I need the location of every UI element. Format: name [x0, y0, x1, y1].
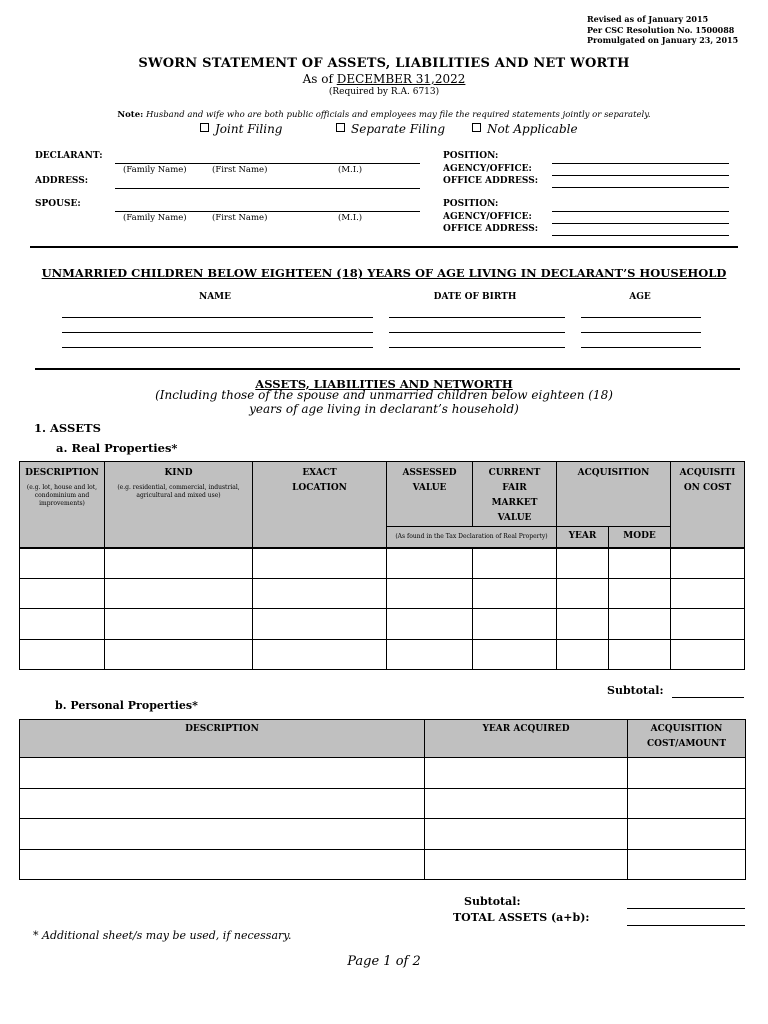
cell-input[interactable]	[628, 850, 746, 880]
pp-col-year-label: YEAR ACQUIRED	[482, 724, 570, 734]
not-applicable-option[interactable]	[472, 122, 578, 136]
section-divider	[30, 246, 738, 248]
required-by: (Required by R.A. 6713)	[328, 87, 440, 97]
children-col-name: NAME	[198, 292, 232, 302]
declarant-agency-label: AGENCY/OFFICE:	[443, 164, 532, 174]
cell-input[interactable]	[671, 609, 745, 640]
note: Note: Husband and wife who are both public officials and employees may file the required statements jointly or separately.	[117, 110, 651, 120]
separate-filing-option[interactable]	[336, 122, 445, 136]
col-acq-cost-header	[671, 462, 745, 548]
cell-input[interactable]	[425, 850, 628, 880]
footnote: * Additional sheet/s may be used, if necessary.	[33, 929, 292, 942]
children-col-dob: DATE OF BIRTH	[433, 292, 517, 302]
promulgated-text: Promulgated on January 23, 2015	[587, 35, 739, 45]
table-row	[20, 789, 746, 819]
col-fmv-line-4: VALUE	[497, 513, 532, 523]
cell-input[interactable]	[253, 548, 387, 579]
note-text: Husband and wife who are both public officials and employees may file the required statements jointly or separately.	[145, 110, 651, 120]
table-row	[20, 548, 745, 579]
declarant-family-name-hint: (Family Name)	[123, 165, 187, 175]
cell-input[interactable]	[20, 850, 425, 880]
spouse-first-name-hint: (First Name)	[212, 213, 268, 223]
cell-input[interactable]	[473, 579, 557, 609]
cell-input[interactable]	[387, 640, 473, 670]
child-age-line[interactable]	[581, 332, 701, 333]
child-dob-line[interactable]	[389, 347, 565, 348]
pp-col-description-header	[20, 720, 425, 758]
cell-input[interactable]	[253, 640, 387, 670]
table-row	[20, 640, 745, 670]
cell-input[interactable]	[425, 758, 628, 789]
not-applicable-label: Not Applicable	[487, 122, 578, 136]
cell-input[interactable]	[425, 789, 628, 819]
pp-col-year-header	[425, 720, 628, 758]
col-description-header	[20, 462, 105, 548]
separate-filing-checkbox[interactable]	[336, 123, 345, 132]
alw-subtitle	[0, 388, 768, 416]
joint-filing-option[interactable]	[200, 122, 283, 136]
personal-subtotal-line[interactable]	[627, 908, 745, 909]
personal-properties-table	[19, 719, 746, 880]
revised-text: Revised as of January 2015	[587, 14, 709, 24]
alw-subtitle-line-1: (Including those of the spouse and unmarried children below eighteen (18)	[155, 388, 613, 402]
table-row	[20, 758, 746, 789]
revision-info	[587, 14, 738, 46]
as-of-date: DECEMBER 31,2022	[336, 72, 466, 86]
cell-input[interactable]	[557, 609, 609, 640]
tax-declaration-note: (As found in the Tax Declaration of Real Property)	[395, 532, 548, 540]
cell-input[interactable]	[557, 548, 609, 579]
cell-input[interactable]	[609, 640, 671, 670]
child-name-line[interactable]	[62, 317, 373, 318]
children-col-age: AGE	[629, 292, 651, 302]
col-kind-hint: (e.g. residential, commercial, industrial, agricultural and mixed use)	[117, 484, 240, 499]
cell-input[interactable]	[609, 548, 671, 579]
pp-col-description-label: DESCRIPTION	[185, 724, 259, 734]
address-label: ADDRESS:	[35, 176, 89, 186]
resolution-text: Per CSC Resolution No. 1500088	[587, 24, 735, 35]
tax-declaration-note-cell	[387, 527, 557, 548]
cell-input[interactable]	[387, 579, 473, 609]
real-properties-heading: a. Real Properties*	[56, 441, 178, 455]
personal-subtotal-label: Subtotal:	[464, 895, 521, 908]
note-label: Note	[117, 110, 141, 120]
cell-input[interactable]	[20, 609, 105, 640]
col-year-header	[557, 527, 609, 548]
cell-input[interactable]	[671, 640, 745, 670]
total-assets-label: TOTAL ASSETS (a+b):	[453, 911, 590, 924]
col-acq-cost-line-1: ACQUISITI	[679, 468, 736, 478]
col-location-line-2: LOCATION	[292, 483, 347, 493]
col-acq-cost-line-2: ON COST	[683, 483, 732, 493]
cell-input[interactable]	[387, 548, 473, 579]
spouse-agency-label: AGENCY/OFFICE:	[443, 212, 532, 222]
declarant-office-address-line[interactable]	[552, 187, 729, 188]
declarant-office-address-label: OFFICE ADDRESS:	[443, 176, 539, 186]
cell-input[interactable]	[20, 579, 105, 609]
pp-col-cost-header	[628, 720, 746, 758]
real-properties-table	[19, 461, 745, 670]
spouse-agency-line[interactable]	[552, 223, 729, 224]
personal-properties-heading: b. Personal Properties*	[55, 699, 198, 712]
col-mode-label: MODE	[623, 531, 656, 542]
col-kind-label: KIND	[164, 468, 193, 478]
col-location-header	[253, 462, 387, 548]
cell-input[interactable]	[671, 548, 745, 579]
table-row	[20, 609, 745, 640]
spouse-mi-hint: (M.I.)	[338, 213, 363, 223]
declarant-position-label: POSITION:	[443, 151, 499, 161]
table-row	[20, 579, 745, 609]
col-fmv-header	[473, 462, 557, 527]
child-age-line[interactable]	[581, 347, 701, 348]
col-location-line-1: EXACT	[302, 468, 337, 478]
cell-input[interactable]	[20, 758, 425, 789]
cell-input[interactable]	[105, 548, 253, 579]
declarant-first-name-hint: (First Name)	[212, 165, 268, 175]
declarant-label: DECLARANT:	[35, 151, 103, 161]
cell-input[interactable]	[20, 640, 105, 670]
col-assessed-header	[387, 462, 473, 527]
pp-col-cost-line-2: COST/AMOUNT	[646, 739, 727, 749]
col-acquisition-header	[557, 462, 671, 527]
cell-input[interactable]	[628, 819, 746, 850]
cell-input[interactable]	[473, 640, 557, 670]
page-number: Page 1 of 2	[347, 954, 421, 969]
col-year-label: YEAR	[568, 531, 597, 542]
alw-subtitle-line-2: years of age living in declarant’s household)	[249, 402, 519, 416]
children-heading: UNMARRIED CHILDREN BELOW EIGHTEEN (18) YEARS OF AGE LIVING IN DECLARANT’S HOUSEHOLD	[41, 266, 727, 280]
joint-filing-label: Joint Filing	[215, 122, 283, 136]
cell-input[interactable]	[20, 548, 105, 579]
child-dob-line[interactable]	[389, 317, 565, 318]
spouse-position-line[interactable]	[552, 211, 729, 212]
cell-input[interactable]	[253, 579, 387, 609]
col-assessed-line-1: ASSESSED	[402, 468, 457, 478]
separate-filing-label: Separate Filing	[351, 122, 446, 136]
spouse-office-address-line[interactable]	[552, 235, 729, 236]
col-fmv-line-2: FAIR	[502, 483, 527, 493]
cell-input[interactable]	[671, 579, 745, 609]
spouse-office-address-label: OFFICE ADDRESS:	[443, 224, 539, 234]
child-name-line[interactable]	[62, 332, 373, 333]
cell-input[interactable]	[253, 609, 387, 640]
total-assets-line[interactable]	[627, 925, 745, 926]
col-description-hint: (e.g. lot, house and lot, condominium and improvements)	[26, 484, 98, 507]
spouse-name-line[interactable]	[115, 211, 420, 212]
declarant-name-line[interactable]	[115, 163, 420, 164]
col-fmv-line-3: MARKET	[491, 498, 538, 508]
child-dob-line[interactable]	[389, 332, 565, 333]
child-name-line[interactable]	[62, 347, 373, 348]
cell-input[interactable]	[609, 609, 671, 640]
as-of-prefix: As of	[302, 72, 333, 86]
document-title: SWORN STATEMENT OF ASSETS, LIABILITIES AND NET WORTH	[138, 56, 630, 71]
joint-filing-checkbox[interactable]	[200, 123, 209, 132]
as-of-line	[0, 72, 768, 86]
col-fmv-line-1: CURRENT	[488, 468, 541, 478]
address-line[interactable]	[115, 188, 420, 189]
cell-input[interactable]	[20, 789, 425, 819]
section-divider	[35, 368, 740, 370]
table-row	[20, 819, 746, 850]
col-acquisition-label: ACQUISITION	[577, 468, 650, 478]
col-description-label: DESCRIPTION	[25, 468, 99, 478]
cell-input[interactable]	[473, 609, 557, 640]
table-row	[20, 850, 746, 880]
child-age-line[interactable]	[581, 317, 701, 318]
cell-input[interactable]	[425, 819, 628, 850]
pp-col-cost-line-1: ACQUISITION	[650, 724, 723, 734]
col-kind-header	[105, 462, 253, 548]
cell-input[interactable]	[557, 640, 609, 670]
not-applicable-checkbox[interactable]	[472, 123, 481, 132]
col-assessed-line-2: VALUE	[412, 483, 447, 493]
cell-input[interactable]	[387, 609, 473, 640]
real-subtotal-line[interactable]	[672, 697, 744, 698]
declarant-agency-line[interactable]	[552, 175, 729, 176]
cell-input[interactable]	[20, 819, 425, 850]
col-mode-header	[609, 527, 671, 548]
cell-input[interactable]	[628, 789, 746, 819]
spouse-position-label: POSITION:	[443, 199, 499, 209]
cell-input[interactable]	[473, 548, 557, 579]
cell-input[interactable]	[557, 579, 609, 609]
spouse-label: SPOUSE:	[35, 199, 81, 209]
declarant-position-line[interactable]	[552, 163, 729, 164]
declarant-mi-hint: (M.I.)	[338, 165, 363, 175]
cell-input[interactable]	[609, 579, 671, 609]
assets-heading: 1. ASSETS	[34, 421, 101, 435]
alw-heading: ASSETS, LIABILITIES AND NETWORTH	[255, 377, 513, 391]
spouse-family-name-hint: (Family Name)	[123, 213, 187, 223]
cell-input[interactable]	[105, 609, 253, 640]
cell-input[interactable]	[628, 758, 746, 789]
real-subtotal-label: Subtotal:	[607, 684, 664, 697]
cell-input[interactable]	[105, 640, 253, 670]
cell-input[interactable]	[105, 579, 253, 609]
